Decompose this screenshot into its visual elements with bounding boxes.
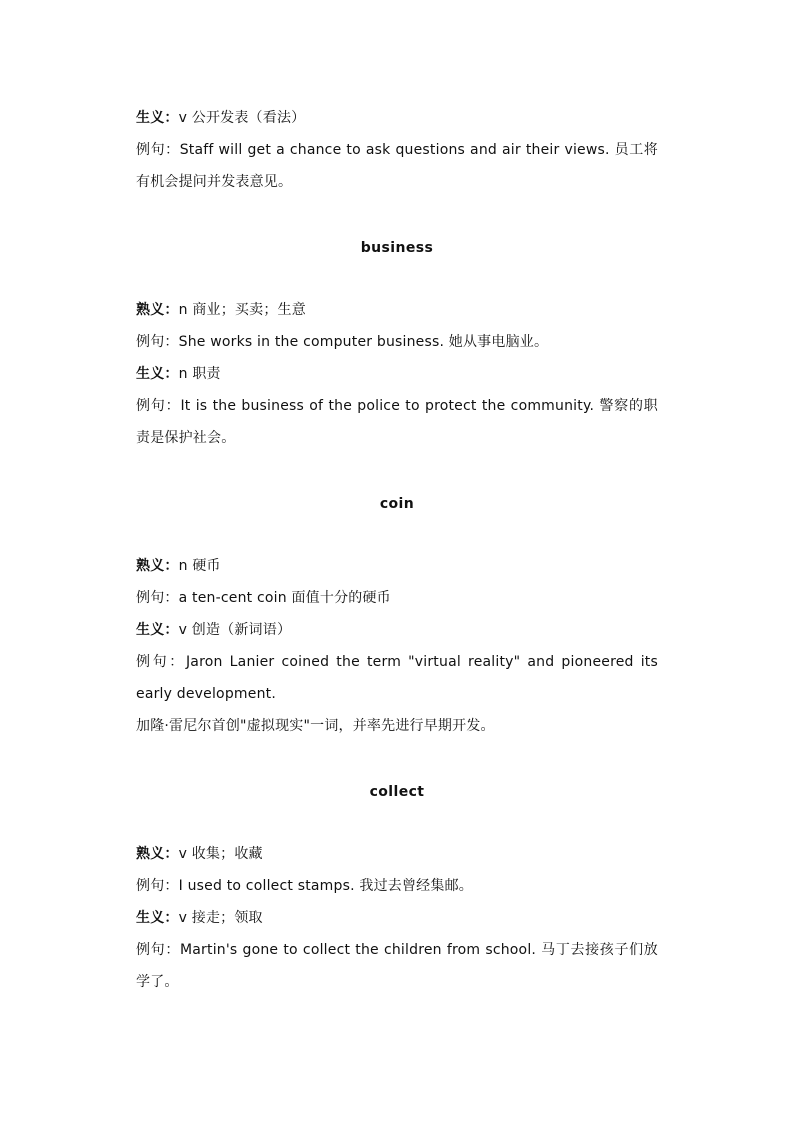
sense-label: 生义： xyxy=(136,110,179,126)
example-text: Martin's gone to collect the children from school. 马丁去接孩子们放学了。 xyxy=(136,942,658,990)
common-label: 熟义： xyxy=(136,846,179,862)
rare-example-translation: 加隆·雷尼尔首创"虚拟现实"一词，并率先进行早期开发。 xyxy=(136,718,495,734)
common-sense xyxy=(136,550,658,582)
example-text: a ten-cent coin 面值十分的硬币 xyxy=(178,590,391,606)
rare-text: n 职责 xyxy=(178,366,221,382)
common-sense xyxy=(136,294,658,326)
rare-example xyxy=(136,390,658,454)
example-label: 例句： xyxy=(136,590,179,606)
example-text: It is the business of the police to protect the community. 警察的职责是保护社会。 xyxy=(136,398,658,446)
common-label: 熟义： xyxy=(136,302,179,318)
common-sense xyxy=(136,838,658,870)
common-text: v 收集；收藏 xyxy=(178,846,263,862)
intro-example xyxy=(136,134,658,198)
example-label: 例句： xyxy=(136,142,180,158)
rare-example xyxy=(136,934,658,998)
example-text: I used to collect stamps. 我过去曾经集邮。 xyxy=(178,878,473,894)
rare-label: 生义： xyxy=(136,622,179,638)
example-label: 例句： xyxy=(136,398,181,414)
common-label: 熟义： xyxy=(136,558,179,574)
common-example xyxy=(136,582,658,614)
rare-text: v 创造（新词语） xyxy=(178,622,292,638)
common-example xyxy=(136,870,658,902)
example-label: 例句： xyxy=(136,878,179,894)
rare-sense xyxy=(136,358,658,390)
word-heading: coin xyxy=(379,496,415,512)
example-label: 例句： xyxy=(136,942,180,958)
rare-label: 生义： xyxy=(136,910,179,926)
intro-sense xyxy=(136,102,658,134)
rare-sense xyxy=(136,614,658,646)
common-example xyxy=(136,326,658,358)
sense-text: v 公开发表（看法） xyxy=(178,110,306,126)
example-text: Staff will get a chance to ask questions and air their views. 员工将有机会提问并发表意见。 xyxy=(136,142,659,190)
rare-sense xyxy=(136,902,658,934)
rare-label: 生义： xyxy=(136,366,179,382)
rare-example xyxy=(136,646,658,710)
word-heading: business xyxy=(360,240,434,256)
example-label: 例句： xyxy=(136,654,186,670)
word-heading: collect xyxy=(369,784,425,800)
rare-text: v 接走；领取 xyxy=(178,910,263,926)
example-text: Jaron Lanier coined the term "virtual reality" and pioneered its early development. xyxy=(136,654,658,702)
common-text: n 商业；买卖；生意 xyxy=(178,302,306,318)
common-text: n 硬币 xyxy=(178,558,221,574)
example-text: She works in the computer business. 她从事电脑业。 xyxy=(178,334,549,350)
example-label: 例句： xyxy=(136,334,179,350)
